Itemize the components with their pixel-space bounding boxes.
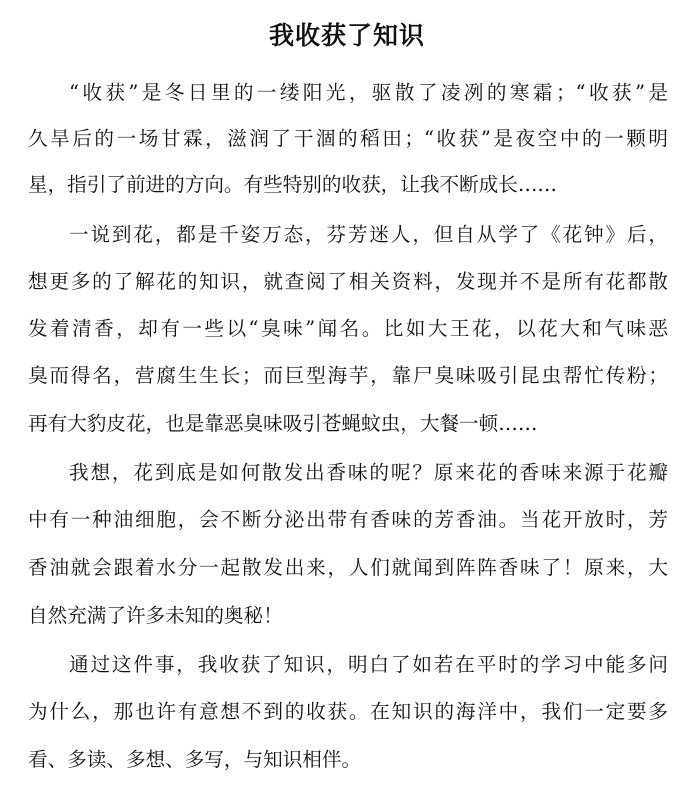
paragraph-3-line-4: 自然充满了许多未知的奥秘！ — [28, 604, 283, 627]
paragraph-2-line-3: 发着清香，却有一些以“臭味”闻名。比如大王花，以花大和气味恶 — [28, 317, 668, 340]
paragraph-2-line-5: 再有大豹皮花，也是靠恶臭味吸引苍蝇蚊虫，大餐一顿…… — [28, 412, 538, 435]
paragraph-1-line-2: 久旱后的一场甘霖，滋润了干涸的稻田；“收获”是夜空中的一颗明 — [28, 127, 668, 150]
paragraph-4-line-3: 看、多读、多想、多写，与知识相伴。 — [28, 748, 362, 771]
paragraph-1-line-1: “收获”是冬日里的一缕阳光，驱散了凌冽的寒霜；“收获”是 — [69, 81, 668, 104]
paragraph-3-line-3: 香油就会跟着水分一起散发出来，人们就闻到阵阵香味了！原来，大 — [28, 556, 668, 579]
paragraph-3-line-1: 我想，花到底是如何散发出香味的呢？原来花的香味来源于花瓣 — [69, 461, 668, 484]
paragraph-2-line-1: 一说到花，都是千姿万态，芬芳迷人，但自从学了《花钟》后， — [69, 223, 668, 246]
essay-title: 我收获了知识 — [268, 21, 425, 50]
paragraph-2-line-2: 想更多的了解花的知识，就查阅了相关资料，发现并不是所有花都散 — [28, 270, 668, 293]
paragraph-3-line-2: 中有一种油细胞，会不断分泌出带有香味的芳香油。当花开放时，芳 — [28, 508, 668, 531]
paragraph-1-line-3: 星，指引了前进的方向。有些特别的收获，让我不断成长…… — [28, 173, 558, 196]
paragraph-4-line-1: 通过这件事，我收获了知识，明白了如若在平时的学习中能多问 — [69, 653, 668, 676]
paragraph-4-line-2: 为什么，那也许有意想不到的收获。在知识的海洋中，我们一定要多 — [28, 700, 668, 723]
paragraph-2-line-4: 臭而得名，营腐生生长；而巨型海芋，靠尸臭味吸引昆虫帮忙传粉； — [28, 364, 668, 387]
